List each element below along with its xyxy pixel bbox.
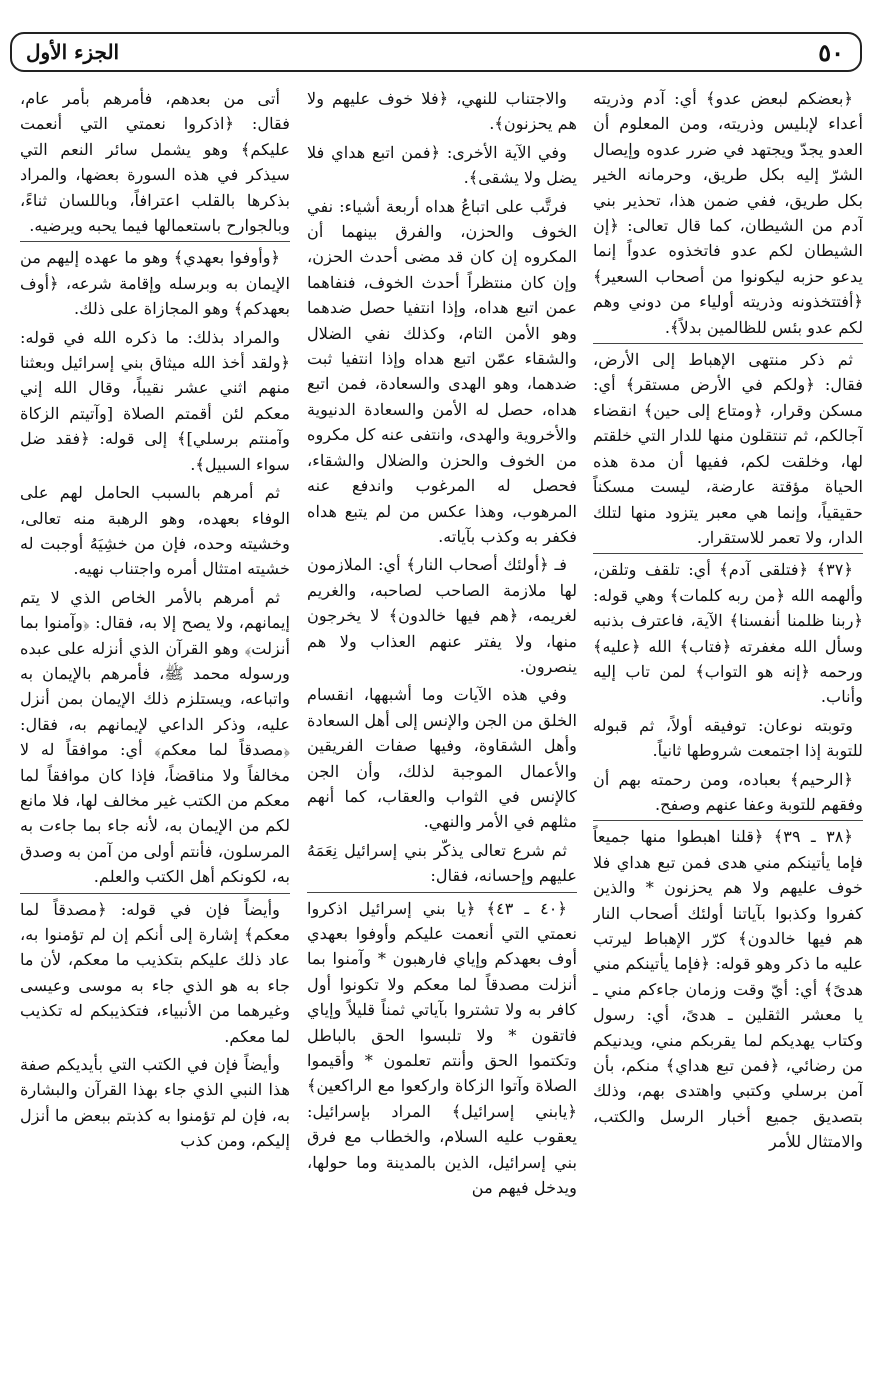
text-column-left	[20, 86, 290, 1376]
paragraph: ثم أمرهم بالسبب الحامل لهم على الوفاء بعهده، وهو الرهبة منه تعالى، وخشيته وحده، فإن من خشِيَهُ أوجبت له خشيته امتثال أمره واجتناب نهيه.	[20, 483, 290, 579]
paragraph: ثم ذكر منتهى الإهباط إلى الأرض، فقال: ﴿ولكم في الأرض مستقر﴾ أي: مسكن وقرار، ﴿ومتاع إلى حين﴾ انقضاء آجالكم، ثم تنتقلون منها للدار التي خلقتم لها، وخلقت لكم، ففيها أن مدة هذه الحياة مؤقتة عارضة، ليست مسكناً حقيقياً، وإنما هي معبر يتزود منها لتلك الدار، ولا تعمر للاستقرار.	[593, 343, 863, 550]
paragraph: فرتَّب على اتباعُ هداه أربعة أشياء: نفي الخوف والحزن، والفرق بينهما أن المكروه إن كان قد مضى أحدث الحزن، وإن كان منتظراً أحدث الخوف، فنفاهما عمن اتبع هداه، وإذا انتفيا حصل ضدهما وهو الأمن التام، وكذلك نفي الضلال والشقاء عمّن اتبع هداه وإذا انتفيا ثبت ضدهما، وهو الهدى والسعادة، فمن اتبع هداه، حصل له الأمن والسعادة الدنيوية والأخروية والهدى، وانتفى عنه كل مكروه من الخوف والحزن والضلال والشقاء، فحصل له المرغوب واندفع عنه المرهوب، وهذا عكس من لم يتبع هداه فكفر به وكذب بآياته.	[307, 196, 577, 546]
paragraph: فـ ﴿أولئك أصحاب النار﴾ أي: الملازمون لها ملازمة الصاحب لصاحبه، والغريم لغريمه، ﴿هم فيها خالدون﴾ لا يخرجون منها، ولا يفتر عنهم العذاب ولا هم ينصرون.	[307, 555, 577, 676]
paragraph: ﴿وأوفوا بعهدي﴾ وهو ما عهده إليهم من الإيمان به وبرسله وإقامة شرعه، ﴿أوف بعهدكم﴾ وهو المجازاة على ذلك.	[20, 241, 290, 321]
paragraph: ثم شرع تعالى يذكّر بني إسرائيل نِعَمَهُ عليهم وإحسانه، فقال:	[307, 840, 577, 886]
paragraph: ﴿٤٠ ـ ٤٣﴾ ﴿يا بني إسرائيل اذكروا نعمتي التي أنعمت عليكم وأوفوا بعهدي أوف بعهدكم وإياي فارهبون * وآمنوا بما أنزلت مصدقاً لما معكم ولا تكونوا أول كافر به ولا تشتروا بآياتي ثمناً قليلاً وإياي فاتقون * ولا تلبسوا الحق بالباطل وتكتموا الحق وأنتم تعلمون * وأقيموا الصلاة وآتوا الزكاة واركعوا مع الراكعين﴾ ﴿يابني إسرائيل﴾ المراد بإسرائيل: يعقوب عليه السلام، والخطاب مع فرق بني إسرائيل، الذين بالمدينة وما حولها، ويدخل فيهم من	[307, 892, 577, 1201]
paragraph: ﴿الرحيم﴾ بعباده، ومن رحمته بهم أن وفقهم للتوبة وعفا عنهم وصفح.	[593, 769, 863, 814]
paragraph: وأيضاً فإن في الكتب التي بأيديكم صفة هذا النبي الذي جاء بهذا القرآن والبشارة به، فإن لم تؤمنوا به كذبتم ببعض ما أنزل إليكم، ومن كذب	[20, 1055, 290, 1151]
part-title: الجزء الأول	[26, 40, 120, 64]
paragraph: ﴿٣٨ ـ ٣٩﴾ ﴿قلنا اهبطوا منها جميعاً فإما يأتينكم مني هدى فمن تبع هداي فلا خوف عليهم ولا هم يحزنون * والذين كفروا وكذبوا بآياتنا أولئك أصحاب النار هم فيها خالدون﴾ كرّر الإهباط ليرتب عليه ما ذكر وهو قوله: ﴿فإما يأتينكم مني هدىً﴾ أي: أيّ وقت وزمان جاءكم مني ـ يا معشر الثقلين ـ هدىً، أي: رسول وكتاب يهديكم لما يقربكم مني، ويدنيكم من رضائي، ﴿فمن تبع هداي﴾ منكم، بأن آمن برسلي وكتبي واهتدى بهم، وذلك بتصديق جميع أخبار الرسل والكتب، والامتثال للأمر	[593, 820, 863, 1154]
paragraph: وأيضاً فإن في قوله: ﴿مصدقاً لما معكم﴾ إشارة إلى أنكم إن لم تؤمنوا به، عاد ذلك عليكم بتكذيب ما معكم، لأن ما جاء به هو الذي جاء به موسى وعيسى وغيرهما من الأنبياء، فتكذيبكم له تكذيب لما معكم.	[20, 893, 290, 1049]
paragraph: ﴿بعضكم لبعض عدو﴾ أي: آدم وذريته أعداء لإبليس وذريته، ومن المعلوم أن العدو يجدّ ويجتهد في ضرر عدوه وإيصال الشرّ إليه بكل طريق، وحرمانه الخير بكل طريق، ففي ضمن هذا، تحذير بني آدم من الشيطان، كما قال تعالى: ﴿إن الشيطان لكم عدو فاتخذوه عدواً إنما يدعو حزبه ليكونوا من أصحاب السعير﴾ ﴿أفتتخذونه وذريته أولياء من دوني وهم لكم عدو بئس للظالمين بدلاً﴾.	[593, 89, 863, 337]
paragraph: وفي الآية الأخرى: ﴿فمن اتبع هداي فلا يضل ولا يشقى﴾.	[307, 142, 577, 188]
paragraph: وتوبته نوعان: توفيقه أولاً، ثم قبوله للتوبة إذا اجتمعت شروطها ثانياً.	[593, 715, 863, 761]
text-column-middle	[307, 86, 577, 1376]
text-column-right	[593, 86, 863, 1376]
paragraph: أتى من بعدهم، فأمرهم بأمر عام، فقال: ﴿اذكروا نعمتي التي أنعمت عليكم﴾ وهو يشمل سائر النعم التي سيذكر في هذه السورة بعضها، والمراد بذكرها بالقلب اعترافاً، وباللسان ثناءً، وبالجوارح باستعمالها فيما يحبه ويرضيه.	[20, 89, 290, 236]
paragraph: والمراد بذلك: ما ذكره الله في قوله: ﴿ولقد أخذ الله ميثاق بني إسرائيل وبعثنا منهم اثني عشر نقيباً، وقال الله إني معكم لئن أقمتم الصلاة [وآتيتم الزكاة وآمنتم برسلي]﴾ إلى قوله: ﴿فقد ضل سواء السبيل﴾.	[20, 327, 290, 474]
page-header	[10, 32, 862, 72]
paragraph: ﴿٣٧﴾ ﴿فتلقى آدم﴾ أي: تلقف وتلقن، وألهمه الله ﴿من ربه كلمات﴾ وهي قوله: ﴿ربنا ظلمنا أنفسنا﴾ الآية، فاعترف بذنبه وسأل الله مغفرته ﴿فتاب﴾ الله ﴿عليه﴾ ورحمه ﴿إنه هو التواب﴾ لمن تاب إليه وأناب.	[593, 553, 863, 709]
paragraph: ثم أمرهم بالأمر الخاص الذي لا يتم إيمانهم، ولا يصح إلا به، فقال: ﴿وآمنوا بما أنزلت﴾ وهو القرآن الذي أنزله على عبده ورسوله محمد ﷺ، فأمرهم بالإيمان به واتباعه، ويستلزم ذلك الإيمان بمن أنزل عليه، وذكر الداعي لإيمانهم به، فقال: ﴿مصدقاً لما معكم﴾ أي: موافقاً له لا مخالفاً ولا مناقضاً، فإذا كان موافقاً لما معكم من الكتب غير مخالف لها، فلا مانع لكم من الإيمان به، لأنه جاء بما جاءت به المرسلون، فأنتم أولى من آمن به وصدق به، لكونكم أهل الكتب والعلم.	[20, 587, 290, 887]
page-number: ٥٠	[818, 38, 844, 67]
paragraph: وفي هذه الآيات وما أشبهها، انقسام الخلق من الجن والإنس إلى أهل السعادة وأهل الشقاوة، وفيها صفات الفريقين والأعمال الموجبة لذلك، وأن الجن كالإنس في الثواب والعقاب، كما أنهم مثلهم في الأمر والنهي.	[307, 685, 577, 832]
paragraph: والاجتناب للنهي، ﴿فلا خوف عليهم ولا هم يحزنون﴾.	[307, 89, 577, 134]
